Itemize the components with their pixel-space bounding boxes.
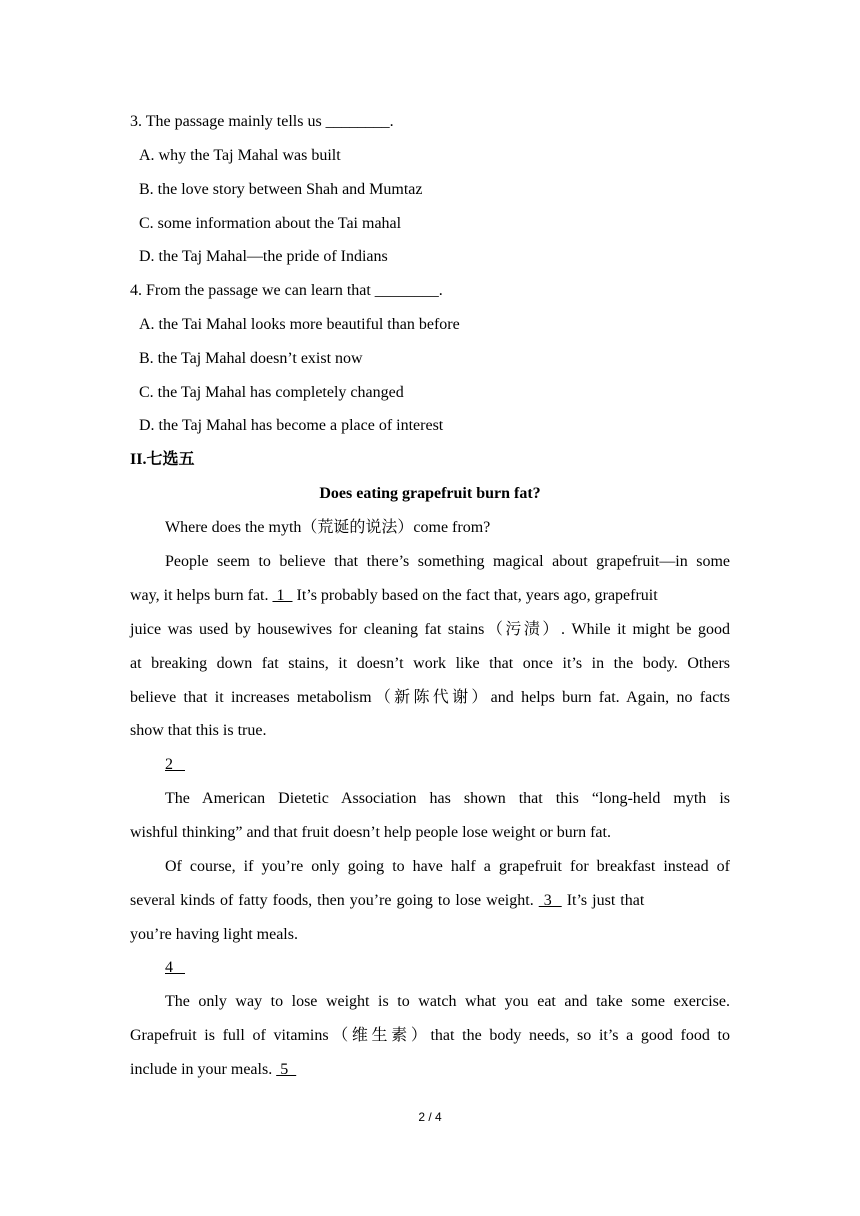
blank-5: 5 <box>276 1061 297 1078</box>
question-3-option-b: B. the love story between Shah and Mumtaz <box>139 181 423 198</box>
passage-line <box>130 891 730 911</box>
question-4-option-a: A. the Tai Mahal looks more beautiful than before <box>139 316 460 333</box>
question-4-option-c: C. the Taj Mahal has completely changed <box>139 384 404 401</box>
passage-paragraph-1: Where does the myth（荒诞的说法）come from? <box>165 519 491 536</box>
passage-line: believe that it increases metabolism（新陈代谢）and helps burn fat. Again, no facts <box>130 689 730 706</box>
passage-line: you’re having light meals. <box>130 926 298 943</box>
passage-line: The American Dietetic Association has shown that this “long-held myth is <box>165 790 730 807</box>
passage-line <box>130 586 730 606</box>
passage-text: include in your meals. <box>130 1061 277 1078</box>
question-4-stem: 4. From the passage we can learn that ________. <box>130 282 443 299</box>
passage-text: It’s just that <box>561 892 645 909</box>
question-3-stem: 3. The passage mainly tells us ________. <box>130 113 394 130</box>
passage-line: Of course, if you’re only going to have half a grapefruit for breakfast instead of <box>165 858 730 875</box>
passage-line: at breaking down fat stains, it doesn’t work like that once it’s in the body. Others <box>130 655 730 672</box>
blank-4-line <box>165 958 730 978</box>
question-4-option-d: D. the Taj Mahal has become a place of interest <box>139 417 444 434</box>
question-3-option-d: D. the Taj Mahal—the pride of Indians <box>139 248 388 265</box>
blank-1: 1 <box>272 587 293 604</box>
passage-text: several kinds of fatty foods, then you’re going to lose weight. <box>130 892 539 909</box>
passage-line <box>130 1060 730 1080</box>
passage-text: It’s probably based on the fact that, years ago, grapefruit <box>292 587 658 604</box>
question-3-option-c: C. some information about the Tai mahal <box>139 215 402 232</box>
blank-4: 4 <box>165 959 185 976</box>
section-heading: II.七选五 <box>130 451 195 468</box>
passage-line: juice was used by housewives for cleaning fat stains（污渍）. While it might be good <box>130 621 730 638</box>
passage-line: The only way to lose weight is to watch what you eat and take some exercise. <box>165 993 730 1010</box>
passage-line: show that this is true. <box>130 722 267 739</box>
blank-3: 3 <box>538 892 562 909</box>
passage-line: wishful thinking” and that fruit doesn’t help people lose weight or burn fat. <box>130 824 611 841</box>
passage-line: Grapefruit is full of vitamins（维生素）that the body needs, so it’s a good food to <box>130 1027 730 1044</box>
passage-text: way, it helps burn fat. <box>130 587 273 604</box>
question-3-option-a: A. why the Taj Mahal was built <box>139 147 341 164</box>
passage-title: Does eating grapefruit burn fat? <box>319 485 541 502</box>
page-number: 2 / 4 <box>418 1110 442 1124</box>
blank-2: 2 <box>165 756 185 773</box>
question-4-option-b: B. the Taj Mahal doesn’t exist now <box>139 350 363 367</box>
passage-line: People seem to believe that there’s something magical about grapefruit—in some <box>165 553 730 570</box>
blank-2-line <box>165 755 730 775</box>
